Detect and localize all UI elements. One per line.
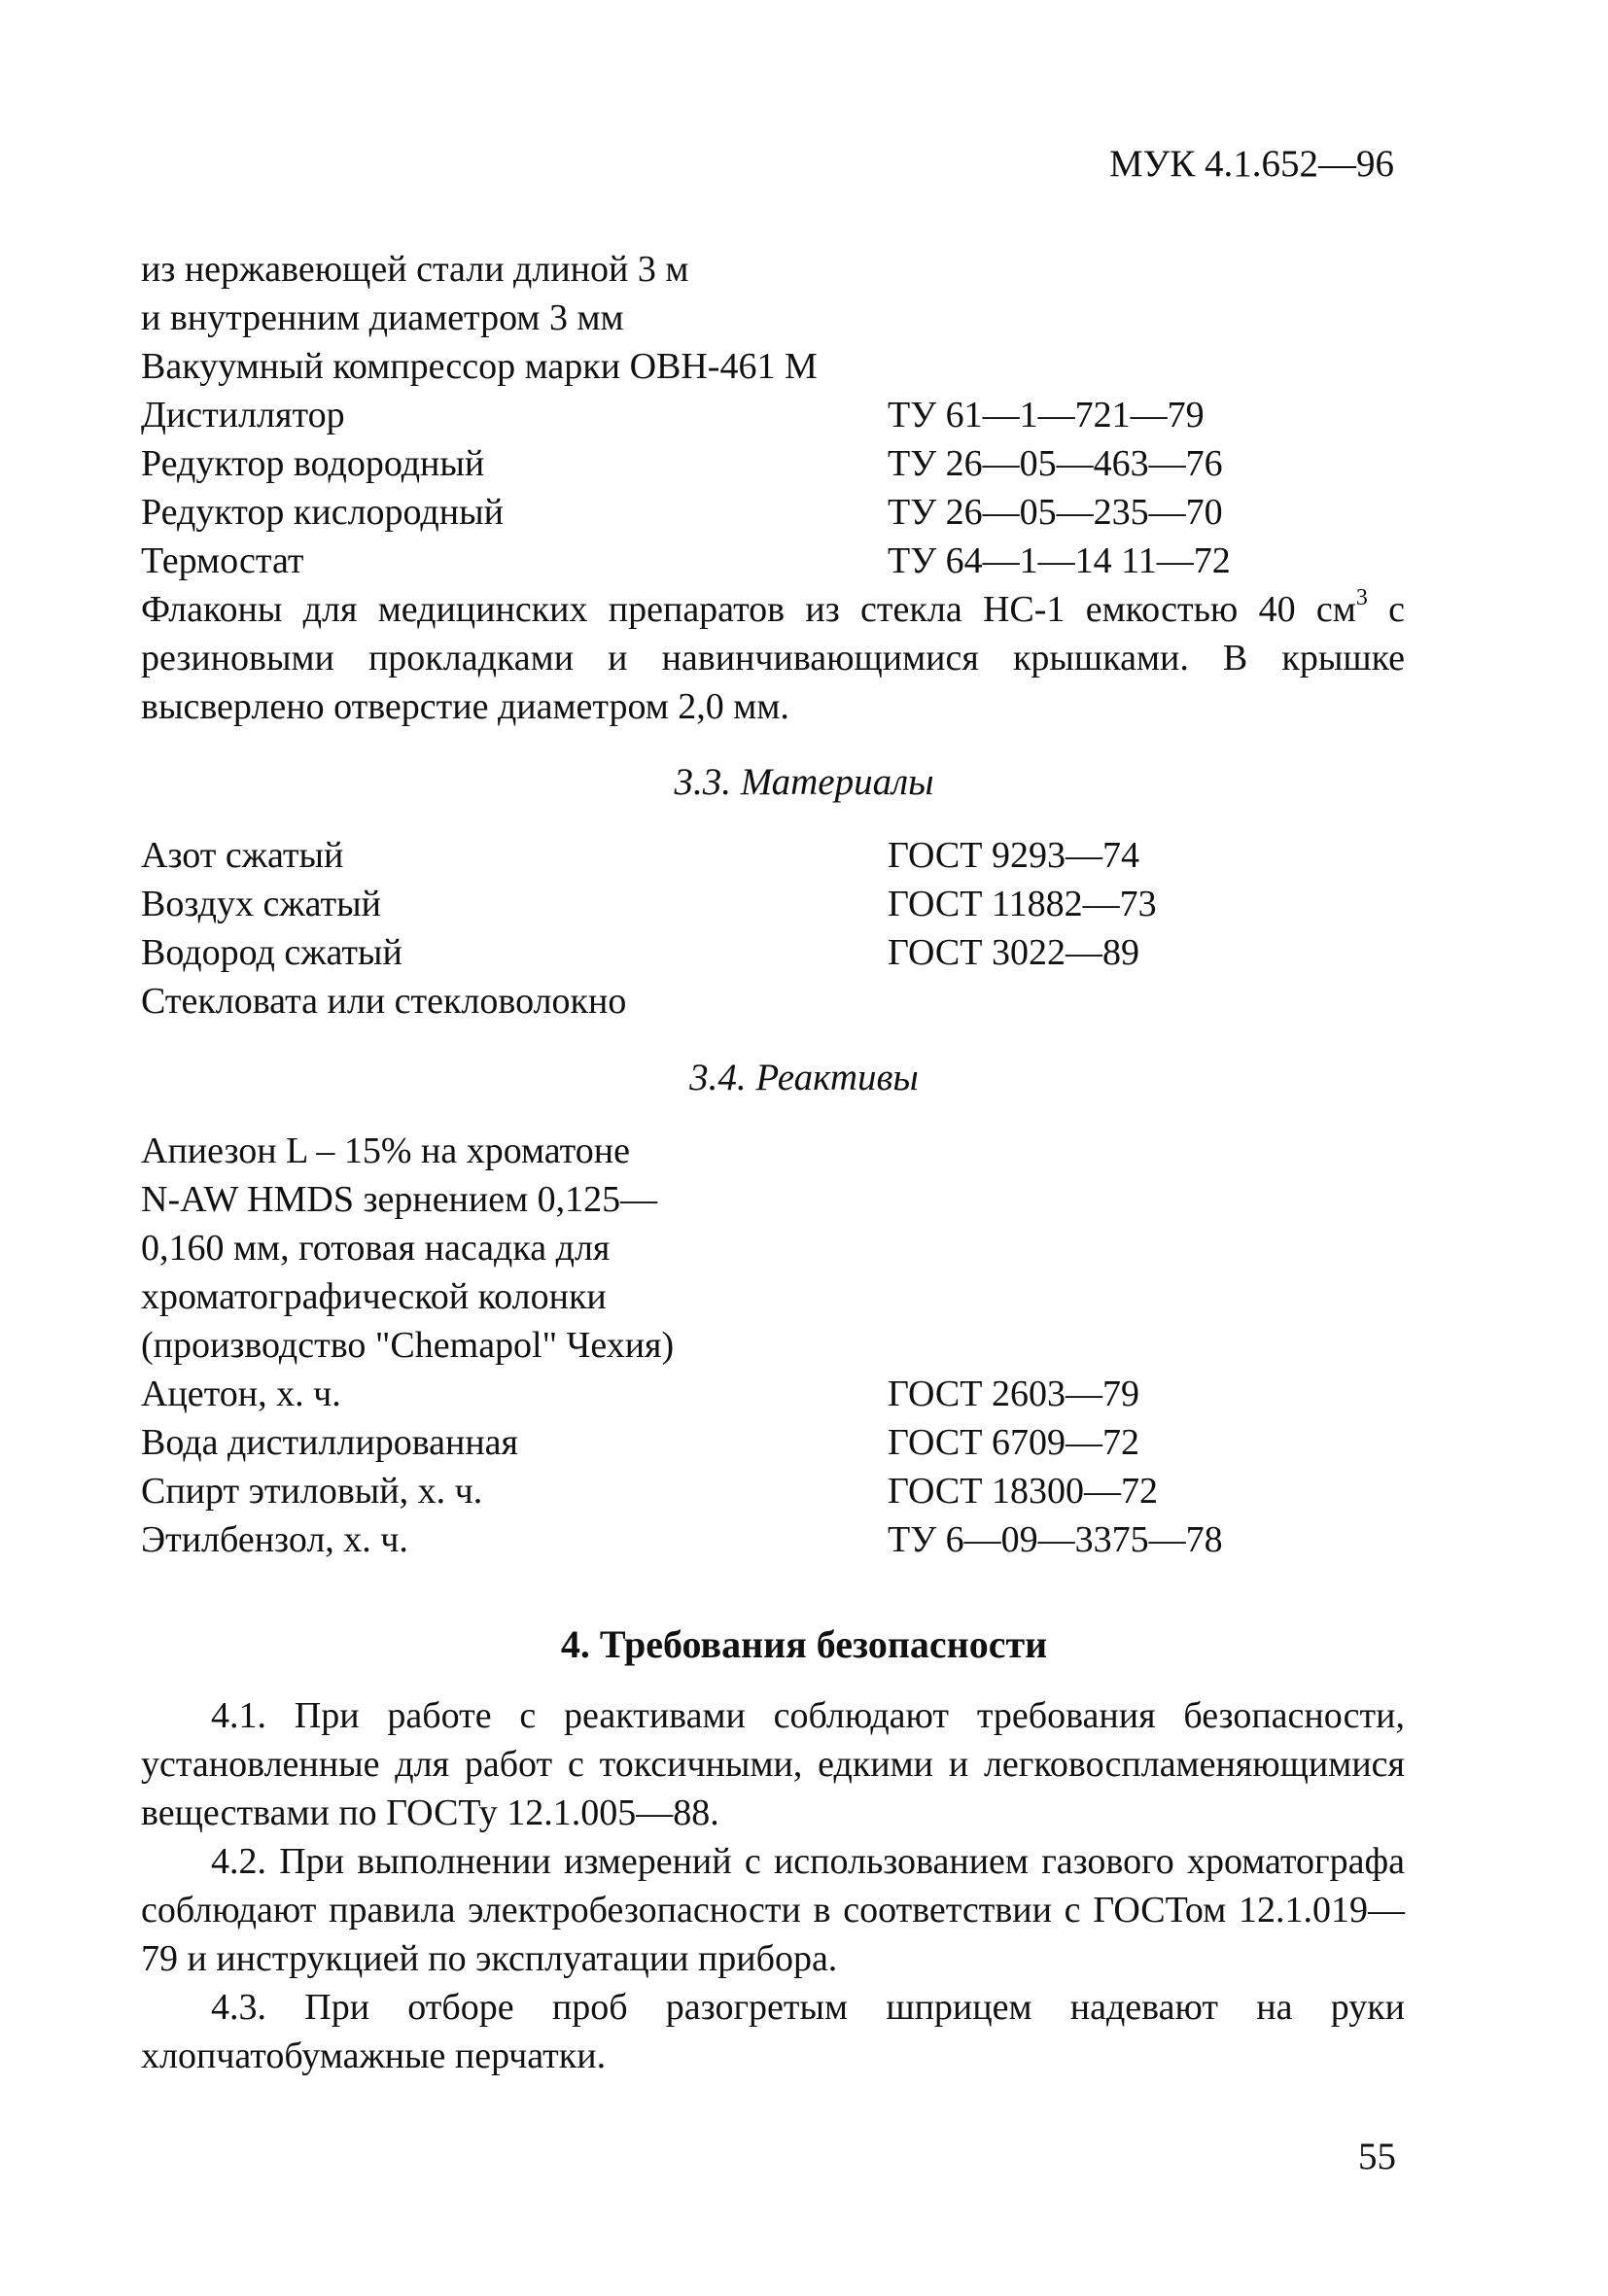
item-standard: ГОСТ 18300—72 bbox=[888, 1471, 1158, 1512]
document-code: МУК 4.1.652—96 bbox=[1108, 143, 1394, 185]
material-line bbox=[141, 928, 1405, 977]
item-standard: ГОСТ 11882—73 bbox=[888, 884, 1157, 924]
reagent-line bbox=[141, 1175, 1405, 1224]
safety-heading: 4. Требования безопасности bbox=[560, 1622, 1048, 1666]
safety-paragraph-2: 4.2. При выполнении измерений с использованием газового хроматографа соблюдают правила электробезопасности в соответствии с ГОСТом 12.1.019—79 и инструкцией по эксплуатации прибора. bbox=[141, 1841, 1405, 1979]
item-name: Спирт этиловый, х. ч. bbox=[141, 1471, 483, 1512]
material-line bbox=[141, 880, 1405, 928]
safety-section bbox=[141, 1691, 1405, 2080]
material-line bbox=[141, 977, 1405, 1026]
item-name: из нержавеющей стали длиной 3 м bbox=[141, 249, 689, 290]
materials-list bbox=[141, 831, 1405, 1026]
reagent-line bbox=[141, 1418, 1405, 1467]
item-name: N-AW HMDS зернением 0,125— bbox=[141, 1179, 658, 1220]
equipment-line bbox=[141, 537, 1405, 585]
item-standard: ТУ 26—05—463—76 bbox=[888, 443, 1223, 484]
item-name: Водород сжатый bbox=[141, 932, 402, 973]
item-name: Вода дистиллированная bbox=[141, 1422, 519, 1463]
item-name: и внутренним диаметром 3 мм bbox=[141, 297, 624, 338]
material-line bbox=[141, 831, 1405, 880]
reagents-list bbox=[141, 1127, 1405, 1564]
item-name: Ацетон, х. ч. bbox=[141, 1374, 341, 1414]
reagents-heading: 3.4. Реактивы bbox=[689, 1057, 919, 1098]
reagent-line bbox=[141, 1321, 1405, 1370]
item-name: Дистиллятор bbox=[141, 395, 345, 435]
reagent-line bbox=[141, 1127, 1405, 1175]
item-name: Азот сжатый bbox=[141, 835, 344, 876]
item-name: 0,160 мм, готовая насадка для bbox=[141, 1228, 611, 1269]
item-name: (производство "Chemapol" Чехия) bbox=[141, 1325, 675, 1366]
equipment-line bbox=[141, 391, 1405, 439]
reagent-line bbox=[141, 1370, 1405, 1418]
reagent-line bbox=[141, 1224, 1405, 1272]
equipment-line bbox=[141, 439, 1405, 488]
safety-paragraph-1: 4.1. При работе с реактивами соблюдают требования безопасности, установленные для работ с токсичными, едкими и легковоспламеняющимися веществами по ГОСТу 12.1.005—88. bbox=[141, 1695, 1405, 1833]
item-name: Редуктор кислородный bbox=[141, 492, 504, 533]
vials-paragraph: Флаконы для медицинских препаратов из стекла НС-1 емкостью 40 $см^3$ с резиновыми прокладками и навинчивающимися крышками. В крышке высверлено отверстие диаметром 2,0 мм. bbox=[141, 585, 1405, 727]
equipment-line bbox=[141, 488, 1405, 537]
equipment-line bbox=[141, 342, 1405, 391]
equipment-line bbox=[141, 294, 1405, 342]
item-name: Воздух сжатый bbox=[141, 884, 381, 924]
item-standard: ТУ 26—05—235—70 bbox=[888, 492, 1223, 533]
reagent-line bbox=[141, 1467, 1405, 1515]
equipment-line bbox=[141, 245, 1405, 294]
reagent-line bbox=[141, 1272, 1405, 1321]
item-name: Редуктор водородный bbox=[141, 443, 485, 484]
item-standard: ТУ 61—1—721—79 bbox=[888, 395, 1205, 435]
item-standard: ГОСТ 2603—79 bbox=[888, 1374, 1139, 1414]
item-standard: ГОСТ 3022—89 bbox=[888, 932, 1139, 973]
item-standard: ТУ 64—1—14 11—72 bbox=[888, 540, 1231, 581]
item-standard: ГОСТ 6709—72 bbox=[888, 1422, 1139, 1463]
item-standard: ГОСТ 9293—74 bbox=[888, 835, 1139, 876]
safety-paragraph-3: 4.3. При отборе проб разогретым шприцем надевают на руки хлопчатобумажные перчатки. bbox=[141, 1987, 1405, 2076]
item-name: Термостат bbox=[141, 540, 304, 581]
item-name: Этилбензол, х. ч. bbox=[141, 1519, 408, 1560]
equipment-list bbox=[141, 245, 1405, 731]
item-name: Апиезон L – 15% на хроматоне bbox=[141, 1131, 630, 1171]
item-name: Вакуумный компрессор марки ОВН-461 М bbox=[141, 346, 818, 387]
page-number: 55 bbox=[1358, 2136, 1396, 2177]
materials-heading: 3.3. Материалы bbox=[674, 761, 934, 803]
item-name: Стекловата или стекловолокно bbox=[141, 981, 627, 1022]
superscript-3: 3 bbox=[1355, 585, 1368, 610]
item-name: хроматографической колонки bbox=[141, 1276, 607, 1317]
item-standard: ТУ 6—09—3375—78 bbox=[888, 1519, 1223, 1560]
reagent-line bbox=[141, 1515, 1405, 1564]
